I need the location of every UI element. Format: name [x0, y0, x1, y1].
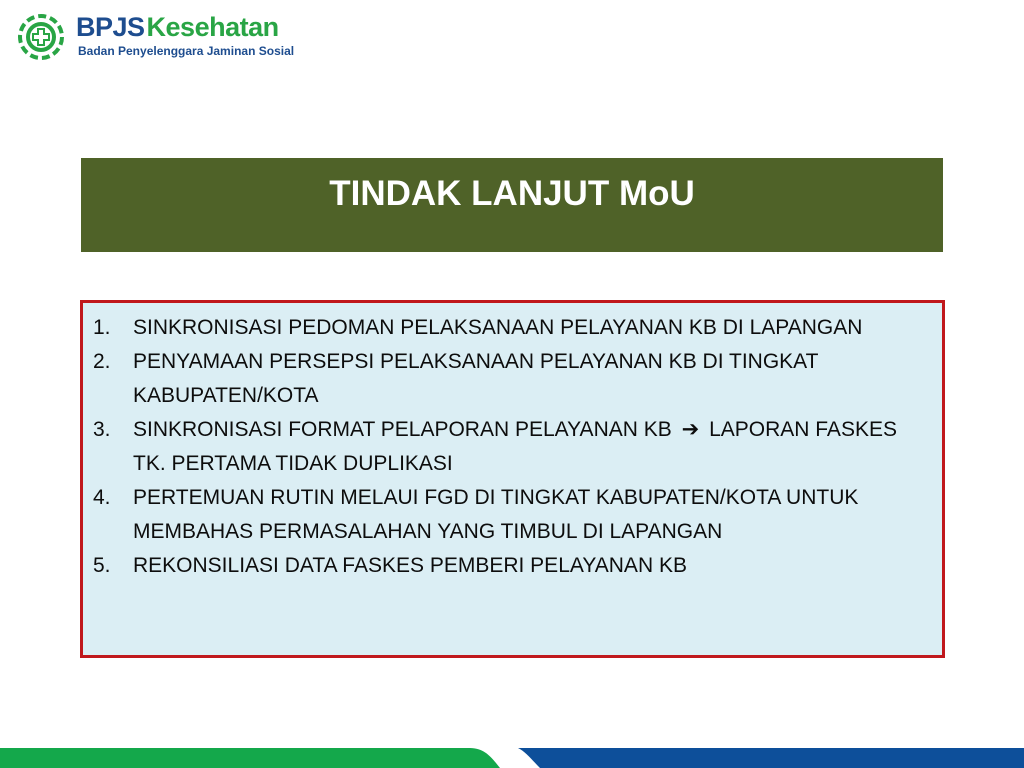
footer-green-band [0, 748, 500, 768]
list-item-number: 3. [93, 418, 111, 441]
list-item [93, 345, 912, 413]
logo-subtitle: Badan Penyelenggara Jaminan Sosial [78, 44, 295, 58]
footer-blue-band [518, 748, 1024, 768]
list-item-number: 1. [93, 316, 111, 339]
list-item [93, 311, 912, 345]
list-item-text: SINKRONISASI PEDOMAN PELAKSANAAN PELAYANAN KB DI LAPANGAN [133, 316, 863, 339]
list-item-text: REKONSILIASI DATA FASKES PEMBERI PELAYANAN KB [133, 554, 687, 577]
arrow-right-icon: ➔ [681, 418, 700, 441]
list-item-text: PERTEMUAN RUTIN MELAUI FGD DI TINGKAT KABUPATEN/KOTA UNTUK MEMBAHAS PERMASALAHAN YANG TIMBUL DI LAPANGAN [133, 486, 859, 543]
list-item-text-after: LAPORAN FASKES TK. PERTAMA TIDAK DUPLIKASI [133, 418, 897, 475]
list-item-text: SINKRONISASI FORMAT PELAPORAN PELAYANAN KB [133, 418, 672, 441]
slide-title-bar [81, 158, 943, 252]
list-item-number: 2. [93, 350, 111, 373]
list-item [93, 413, 912, 481]
bpjs-logo-icon [18, 14, 64, 60]
bpjs-logo [18, 12, 298, 62]
logo-brand-bpjs: BPJS [76, 12, 145, 42]
list-item [93, 549, 912, 583]
list-item-text: PENYAMAAN PERSEPSI PELAKSANAAN PELAYANAN KB DI TINGKAT KABUPATEN/KOTA [133, 350, 819, 407]
content-box [80, 300, 945, 658]
list-item [93, 481, 912, 549]
footer-band [0, 738, 1024, 768]
list-item-number: 4. [93, 486, 111, 509]
slide-title: TINDAK LANJUT MoU [329, 174, 695, 213]
logo-brand-kesehatan: Kesehatan [146, 12, 279, 42]
list-item-number: 5. [93, 554, 111, 577]
logo-title [76, 12, 279, 42]
action-list [93, 311, 912, 583]
